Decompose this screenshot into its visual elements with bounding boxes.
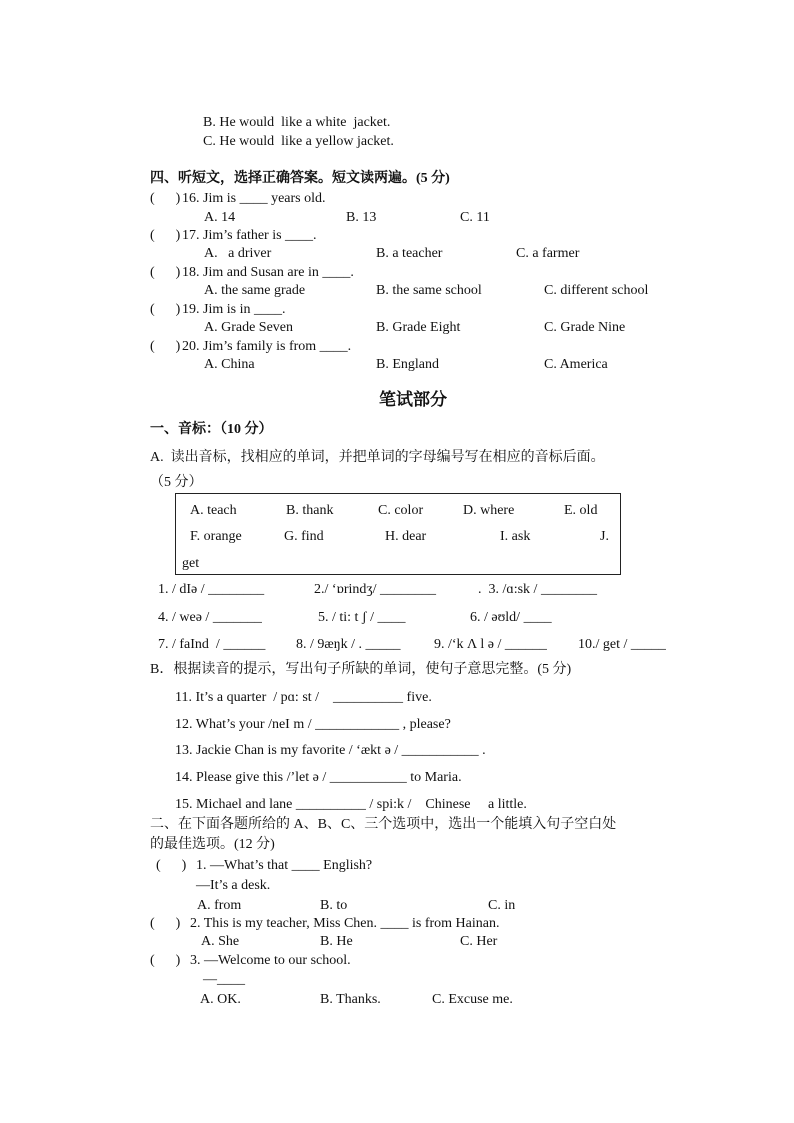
section2-heading: 的最佳选项。(12 分) [150,837,275,852]
word-option: E. old [564,503,598,518]
answer-bracket[interactable]: ( ) [156,858,187,873]
option-line: C. He would like a yellow jacket. [203,134,394,149]
option-line: B. He would like a white jacket. [203,115,391,130]
sentence-item: 13. Jackie Chan is my favorite / ‘ækt ə / ___________ . [175,743,486,758]
word-option: G. find [284,529,324,544]
word-option: H. dear [385,529,427,544]
question-stem: 2. This is my teacher, Miss Chen. ____ is from Hainan. [190,916,500,931]
answer-bracket[interactable]: ( ) [150,916,181,931]
phonetic-item: . 3. /ɑ:sk / ________ [478,582,597,597]
option-a: A. Grade Seven [204,320,294,335]
sentence-item: 15. Michael and lane __________ / spi:k / Chinese a little. [175,797,527,812]
sentence-item: 14. Please give this /’let ə / ___________ to Maria. [175,770,462,785]
part-a-score: （5 分） [150,475,203,490]
option-a: A. She [201,934,240,949]
question-stem: 1. —What’s that ____ English? [196,858,373,873]
question-stem: 16. Jim is ____ years old. [182,191,326,206]
word-option: C. color [378,503,424,518]
answer-bracket[interactable]: ( ) [150,228,181,243]
question-stem: 19. Jim is in ____. [182,302,286,317]
option-c: C. in [488,898,516,913]
word-option: I. ask [500,529,531,544]
question-stem: 17. Jim’s father is ____. [182,228,317,243]
option-c: C. a farmer [516,246,580,261]
phonetic-item: 10./ get / _____ [578,637,666,652]
answer-bracket[interactable]: ( ) [150,265,181,280]
word-option: D. where [463,503,515,518]
sentence-item: 12. What’s your /neI m / ____________ , please? [175,717,451,732]
option-b: B. England [376,357,439,372]
section2-heading: 二、在下面各题所给的 A、B、C、三个选项中，选出一个能填入句子空白处 [150,817,617,832]
written-part-title: 笔试部分 [379,390,447,409]
option-c: C. 11 [460,210,490,225]
option-b: B. to [320,898,348,913]
option-a: A. from [197,898,242,913]
word-option: F. orange [190,529,242,544]
option-b: B. a teacher [376,246,443,261]
part-b-instruction: B．根据读音的提示，写出句子所缺的单词，使句子意思完整。(5 分) [150,662,572,677]
phonetic-item: 8. / 9æŋk / . _____ [296,637,401,652]
answer-bracket[interactable]: ( ) [150,302,181,317]
answer-bracket[interactable]: ( ) [150,191,181,206]
phonetic-item: 6. / əʊld/ ____ [470,610,552,625]
answer-bracket[interactable]: ( ) [150,339,181,354]
option-a: A. a driver [204,246,272,261]
word-option: B. thank [286,503,334,518]
option-b: B. 13 [346,210,377,225]
part-a-instruction: A. 读出音标，找相应的单词，并把单词的字母编号写在相应的音标后面。 [150,450,605,465]
phonetics-heading: 一、音标：（10 分） [150,422,273,437]
question-reply: —It’s a desk. [196,878,271,893]
option-a: A. China [204,357,255,372]
option-c: C. Grade Nine [544,320,626,335]
option-b: B. Grade Eight [376,320,461,335]
phonetic-item: 7. / faInd / ______ [158,637,266,652]
question-reply: —____ [203,972,245,987]
section4-heading: 四、听短文，选择正确答案。短文读两遍。(5 分) [150,171,450,186]
word-option: A. teach [190,503,237,518]
word-option: J. [600,529,609,544]
option-c: C. Excuse me. [432,992,513,1007]
phonetic-item: 2./ ‘ɒrindʒ/ ________ [314,582,437,597]
option-b: B. the same school [376,283,482,298]
question-stem: 3. —Welcome to our school. [190,953,351,968]
phonetic-item: 9. /‘k Λ l ə / ______ [434,637,547,652]
option-c: C. America [544,357,608,372]
option-c: C. different school [544,283,649,298]
option-b: B. He [320,934,353,949]
option-a: A. OK. [200,992,241,1007]
option-a: A. 14 [204,210,236,225]
option-b: B. Thanks. [320,992,381,1007]
option-c: C. Her [460,934,498,949]
question-stem: 18. Jim and Susan are in ____. [182,265,354,280]
phonetic-item: 5. / ti: t ʃ / ____ [318,610,406,625]
option-a: A. the same grade [204,283,306,298]
answer-bracket[interactable]: ( ) [150,953,181,968]
question-stem: 20. Jim’s family is from ____. [182,339,352,354]
sentence-item: 11. It’s a quarter / pɑ: st / __________ five. [175,690,432,705]
word-option: get [182,556,200,571]
phonetic-item: 1. / dIə / ________ [158,582,265,597]
phonetic-item: 4. / weə / _______ [158,610,262,625]
